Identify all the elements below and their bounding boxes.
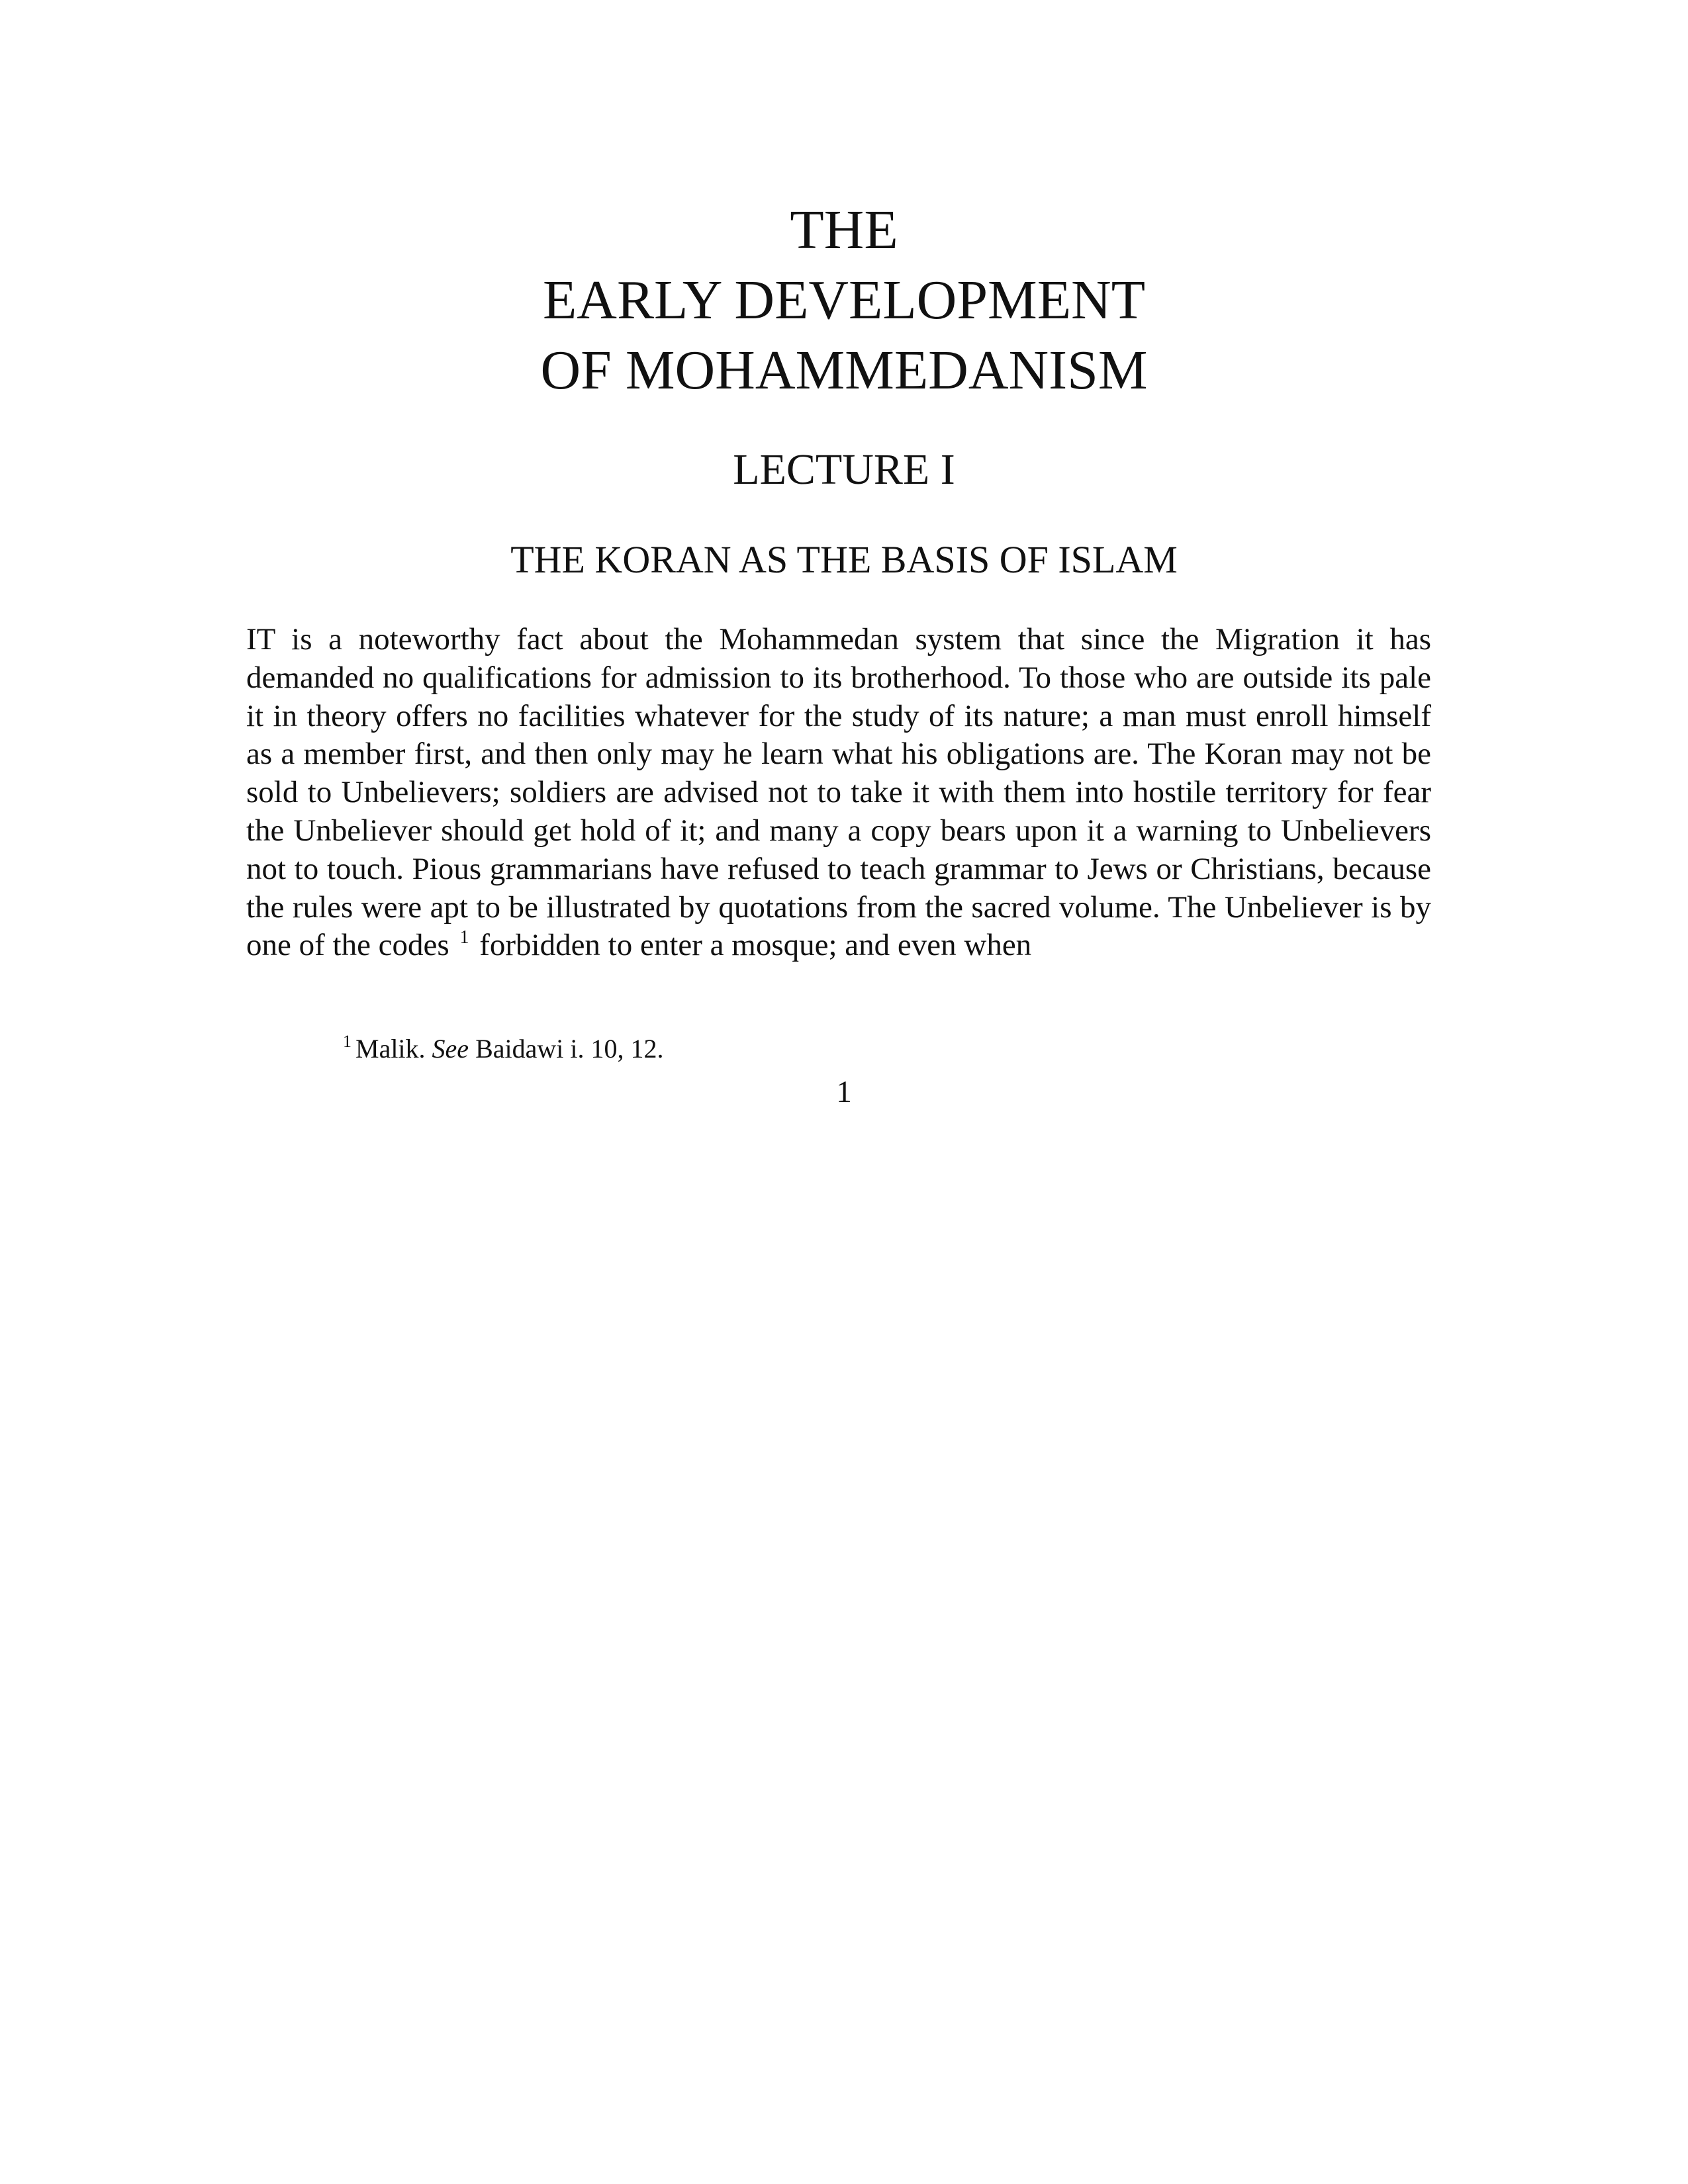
footnote-reference[interactable]: 1 xyxy=(459,927,469,948)
footnote xyxy=(343,1032,663,1066)
lecture-heading: LECTURE I xyxy=(733,445,955,494)
footnote-italic: See xyxy=(432,1034,469,1064)
footnote-text-start: Malik. xyxy=(355,1034,426,1064)
book-title xyxy=(0,195,1688,406)
body-text-after-note: forbidden to enter a mosque; and even when xyxy=(479,928,1032,963)
body-paragraph xyxy=(246,621,1431,965)
title-line-2: EARLY DEVELOPMENT xyxy=(542,269,1146,331)
footnote-marker: 1 xyxy=(343,1032,352,1051)
title-line-1: THE xyxy=(790,199,898,261)
body-text-before-note: IT is a noteworthy fact about the Mohammedan system that since the Migration it has demanded no qualifications for admission to its brotherhood. To those who are outside its pale it in theory offers no facilities whatever for the study of its nature; a man must enroll himself as a member first, and then only may he learn what his obligations are. The Koran may not be sold to Unbelievers; soldiers are advised not to take it with them into hostile territory for fear the Unbeliever should get hold of it; and many a copy bears upon it a warning to Unbelievers not to touch. Pious grammarians have refused to teach grammar to Jews or Christians, because the rules were apt to be illustrated by quotations from the sacred volume. The Unbeliever is by one of the codes xyxy=(246,622,1431,963)
footnote-text-end: Baidawi i. 10, 12. xyxy=(475,1034,664,1064)
title-line-3: OF MOHAMMEDANISM xyxy=(540,340,1148,401)
lecture-subtitle: THE KORAN AS THE BASIS OF ISLAM xyxy=(510,538,1178,581)
page-number: 1 xyxy=(836,1075,852,1109)
